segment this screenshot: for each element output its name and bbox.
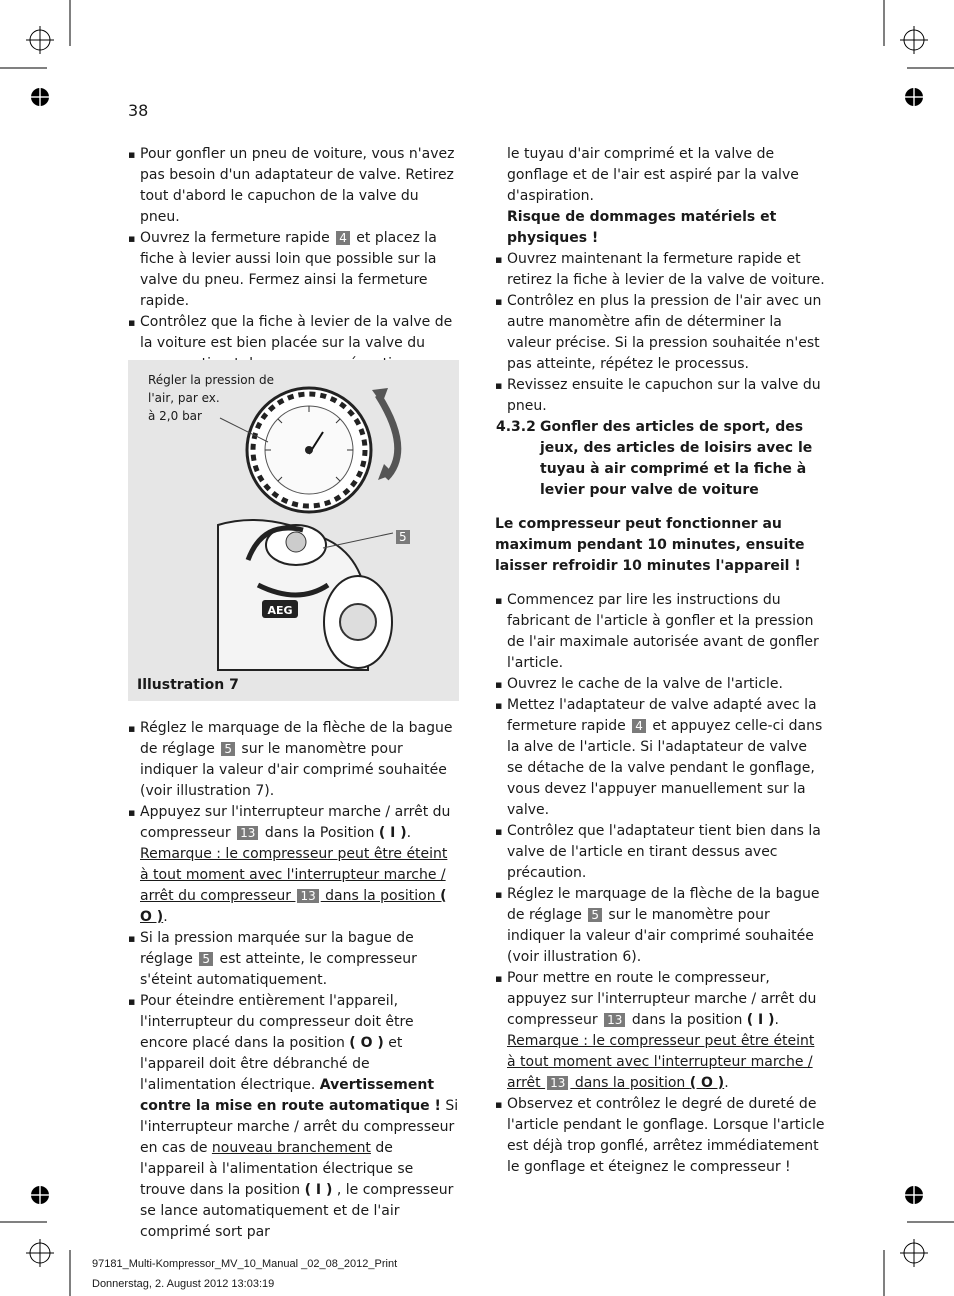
- section-heading: 4.3.2 Gonfler des articles de sport, des jeux, des articles de loisirs avec le tuyau à air comprimé et la fiche à levier pour valve de voiture: [496, 419, 813, 498]
- list-item: ▪ Ouvrez la fermeture rapide 4 et placez la fiche à levier aussi loin que possible sur la valve du pneu. Fermez ainsi la fermeture rapide.: [128, 228, 460, 312]
- list-item: ▪ Commencez par lire les instructions du fabricant de l'article à gonfler et la pression de l'air maximale autorisée avant de gonfler l'article.: [495, 590, 825, 674]
- list-item: ▪ Revissez ensuite le capuchon sur la valve du pneu.: [495, 375, 825, 417]
- list-item: ▪ Pour mettre en route le compresseur, appuyez sur l'interrupteur marche / arrêt du compresseur 13 dans la position ( I ). Remarque : le compresseur peut être éteint à tout moment avec l'interrupteur marche / arrêt 13 dans la position ( O ).: [495, 968, 825, 1094]
- figure-callout-5: 5: [396, 530, 410, 544]
- left-column-bottom: [128, 718, 460, 1243]
- list-item: ▪ Ouvrez le cache de la valve de l'article.: [495, 674, 825, 695]
- note: Remarque : le compresseur peut être éteint à tout moment avec l'interrupteur marche / arrêt: [507, 1033, 815, 1091]
- page-number: 38: [128, 101, 149, 120]
- ref-badge: 4: [336, 231, 350, 245]
- right-column-bottom: [495, 590, 825, 1178]
- list-item: ▪ Réglez le marquage de la flèche de la bague de réglage 5 sur le manomètre pour indiquer la valeur d'air comprimé souhaitée (voir illustration 6).: [495, 884, 825, 968]
- list-item: ▪ Pour gonfler un pneu de voiture, vous n'avez pas besoin d'un adaptateur de valve. Retirez tout d'abord le capuchon de la valve du pneu.: [128, 144, 460, 228]
- print-slug-date: Donnerstag, 2. August 2012 13:03:19: [92, 1278, 275, 1290]
- list-item: ▪ Réglez le marquage de la flèche de la bague de réglage 5 sur le manomètre pour indiquer la valeur d'air comprimé souhaitée (voir illustration 7).: [128, 718, 460, 802]
- list-item: ▪ Contrôlez que la fiche à levier de la valve de la voiture est bien placée sur la valve du: [128, 312, 460, 375]
- list-item: ▪ Ouvrez maintenant la fermeture rapide et retirez la fiche à levier de la valve de voiture.: [495, 249, 825, 291]
- list-item: ▪ Contrôlez en plus la pression de l'air avec un autre manomètre afin de déterminer la valeur précise. Si la pression souhaitée n'est pas atteinte, répétez le processus.: [495, 291, 825, 375]
- figure-caption: Illustration 7: [137, 677, 239, 693]
- list-item: ▪ Contrôlez que l'adaptateur tient bien dans la valve de l'article en tirant dessus avec précaution.: [495, 821, 825, 884]
- note: Remarque : le compresseur peut être éteint à tout moment avec l'interrupteur marche / arrêt du compresseur: [140, 846, 448, 904]
- list-item: ▪ Pour éteindre entièrement l'appareil, l'interrupteur du compresseur doit être encore placé dans la position ( O ) et l'appareil doit être débranché de l'alimentation électrique. Avertissement contre la mise en route automatique ! Si l'interrupteur marche / arrêt du compresseur en cas de nouveau branchement de l'appareil à l'alimentation électrique se trouve dans la position ( I ) , le compresseur se lance automatiquement et de l'air comprimé sort par: [128, 991, 460, 1243]
- list-item: ▪ Appuyez sur l'interrupteur marche / arrêt du compresseur 13 dans la Position ( I ). Remarque : le compresseur peut être éteint à tout moment avec l'interrupteur marche / arrêt du compresseur 13 dans la position ( O ).: [128, 802, 460, 928]
- brand-logo: AEG: [267, 604, 293, 617]
- figure-annotation: Régler la pression de l'air, par ex. à 2,0 bar: [148, 373, 275, 423]
- list-item: ▪ Observez et contrôlez le degré de dureté de l'article pendant le gonflage. Lorsque l'article est déjà trop gonflé, arrêtez immédiatement le gonflage et éteignez le compresseur !: [495, 1094, 825, 1178]
- warning-text: Avertissement contre la mise en route automatique !: [140, 1077, 441, 1114]
- left-column-top: [128, 144, 460, 375]
- list-item: ▪ Si la pression marquée sur la bague de réglage 5 est atteinte, le compresseur s'éteint automatiquement.: [128, 928, 460, 991]
- right-column-top: [495, 144, 825, 417]
- risk-warning: Risque de dommages matériels et physiques !: [507, 209, 777, 246]
- print-slug-filename: 97181_Multi-Kompressor_MV_10_Manual _02_08_2012_Print: [92, 1258, 398, 1270]
- list-item: ▪ Mettez l'adaptateur de valve adapté avec la fermeture rapide 4 et appuyez celle-ci dans la alve de l'article. Si l'adaptateur de valve se détache de la valve pendant le gonflage, vous devez l'appuyer manuellement sur la valve.: [495, 695, 825, 821]
- continued-text: le tuyau d'air comprimé et la valve de gonflage et de l'air est aspiré par la valve d'aspiration.: [507, 146, 799, 204]
- duty-cycle-warning: Le compresseur peut fonctionner au maximum pendant 10 minutes, ensuite laisser refroidir 10 minutes l'appareil !: [495, 516, 805, 574]
